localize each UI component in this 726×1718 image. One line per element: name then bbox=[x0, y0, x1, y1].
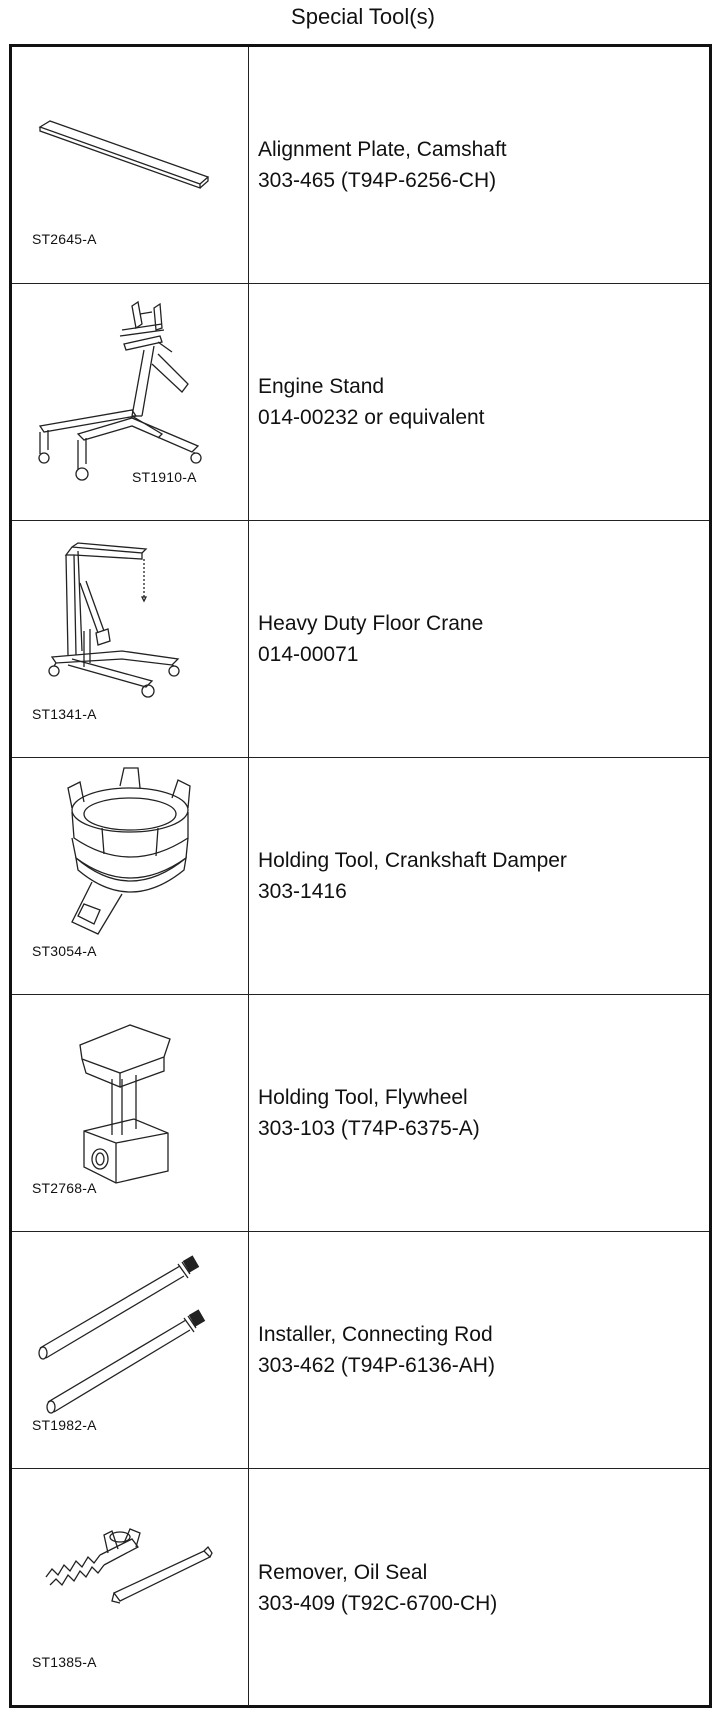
tool-code: ST1910-A bbox=[132, 469, 197, 485]
tool-image-cell bbox=[12, 47, 249, 283]
tool-part-number: 014-00232 or equivalent bbox=[258, 406, 485, 429]
tool-image-cell bbox=[12, 284, 249, 520]
tool-image-cell bbox=[12, 995, 249, 1231]
page-title: Special Tool(s) bbox=[291, 4, 435, 29]
alignment-plate-icon bbox=[12, 47, 248, 283]
tool-name: Alignment Plate, Camshaft bbox=[258, 138, 507, 161]
table-row bbox=[12, 1469, 709, 1706]
tool-image-cell bbox=[12, 521, 249, 757]
tool-part-number: 303-462 (T94P-6136-AH) bbox=[258, 1354, 495, 1377]
tool-part-number: 303-1416 bbox=[258, 880, 347, 903]
tool-description-cell bbox=[249, 47, 709, 283]
engine-stand-icon bbox=[12, 284, 248, 520]
tool-description-cell bbox=[249, 758, 709, 994]
tool-name: Holding Tool, Crankshaft Damper bbox=[258, 849, 567, 872]
special-tools-table bbox=[9, 44, 712, 1708]
table-row bbox=[12, 995, 709, 1232]
tool-code: ST1385-A bbox=[32, 1654, 97, 1670]
table-row bbox=[12, 47, 709, 284]
tool-description-cell bbox=[249, 521, 709, 757]
tool-code: ST3054-A bbox=[32, 943, 97, 959]
tool-part-number: 303-409 (T92C-6700-CH) bbox=[258, 1591, 498, 1615]
tool-description-cell bbox=[249, 284, 709, 520]
tool-image-cell bbox=[12, 1232, 249, 1468]
tool-code: ST1982-A bbox=[32, 1417, 97, 1433]
table-row bbox=[12, 1232, 709, 1469]
tool-image-cell bbox=[12, 1469, 249, 1706]
tool-name: Heavy Duty Floor Crane bbox=[258, 612, 484, 635]
tool-description-cell bbox=[249, 1232, 709, 1468]
tool-code: ST2768-A bbox=[32, 1180, 97, 1196]
table-row bbox=[12, 284, 709, 521]
tool-code: ST1341-A bbox=[32, 706, 97, 722]
tool-description-cell bbox=[249, 995, 709, 1231]
tool-name: Engine Stand bbox=[258, 375, 385, 398]
tool-name: Remover, Oil Seal bbox=[258, 1560, 428, 1584]
tool-part-number: 303-103 (T74P-6375-A) bbox=[258, 1117, 480, 1140]
tool-description-cell bbox=[249, 1469, 709, 1706]
table-row bbox=[12, 758, 709, 995]
tool-part-number: 303-465 (T94P-6256-CH) bbox=[258, 169, 497, 192]
table-row bbox=[12, 521, 709, 758]
tool-name: Installer, Connecting Rod bbox=[258, 1323, 493, 1346]
tool-name: Holding Tool, Flywheel bbox=[258, 1086, 468, 1109]
tool-image-cell bbox=[12, 758, 249, 994]
tool-part-number: 014-00071 bbox=[258, 643, 359, 666]
tool-code: ST2645-A bbox=[32, 231, 97, 247]
